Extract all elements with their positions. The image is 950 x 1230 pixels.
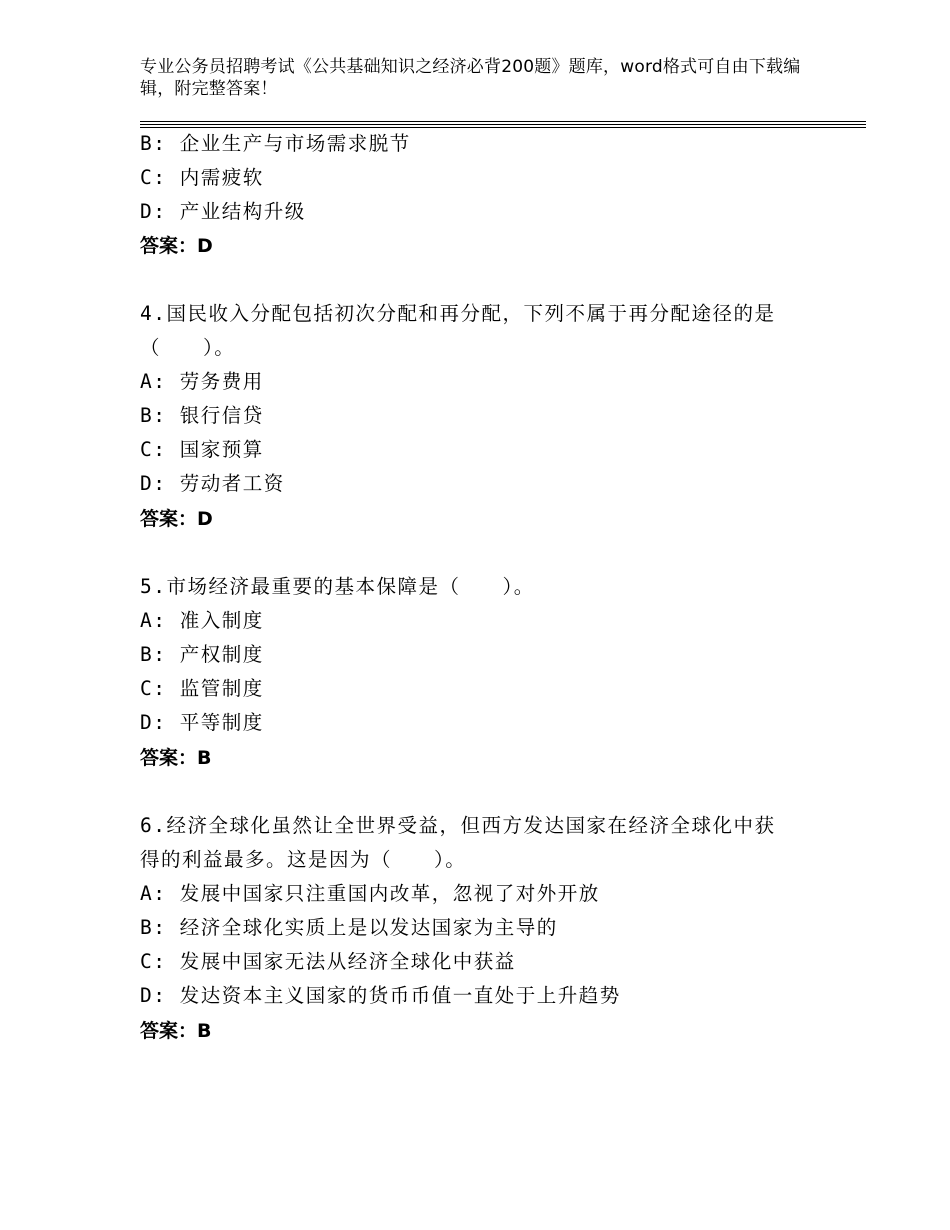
q6-answer: 答案：B	[140, 1020, 212, 1042]
q4-option-a: A: 劳务费用	[140, 370, 264, 393]
header-divider	[140, 124, 866, 125]
q6-option-a: A: 发展中国家只注重国内改革，忽视了对外开放	[140, 882, 600, 905]
q4-option-d: D: 劳动者工资	[140, 472, 285, 495]
q5-option-a: A: 准入制度	[140, 609, 264, 632]
q3-option-d: D: 产业结构升级	[140, 200, 306, 223]
q3-answer: 答案：D	[140, 235, 213, 257]
q4-option-b: B: 银行信贷	[140, 404, 264, 427]
q3-option-b: B: 企业生产与市场需求脱节	[140, 132, 411, 155]
header-divider	[140, 121, 866, 122]
q6-option-c: C: 发展中国家无法从经济全球化中获益	[140, 950, 516, 973]
q4-stem-line1: 4.国民收入分配包括初次分配和再分配，下列不属于再分配途径的是	[140, 302, 776, 325]
q5-stem-line1: 5.市场经济最重要的基本保障是（ ）。	[140, 575, 535, 598]
q5-option-b: B: 产权制度	[140, 643, 264, 666]
q5-option-c: C: 监管制度	[140, 677, 264, 700]
header-divider	[140, 127, 866, 128]
q5-answer: 答案：B	[140, 747, 212, 769]
page-header: 专业公务员招聘考试《公共基础知识之经济必背200题》题库，word格式可自由下载编辑，附完整答案！	[140, 57, 801, 99]
q4-option-c: C: 国家预算	[140, 438, 264, 461]
q3-option-c: C: 内需疲软	[140, 166, 264, 189]
q4-stem-line2: （ ）。	[140, 336, 236, 359]
q6-stem-line2: 得的利益最多。这是因为（ ）。	[140, 848, 467, 871]
q5-option-d: D: 平等制度	[140, 711, 264, 734]
q6-stem-line1: 6.经济全球化虽然让全世界受益，但西方发达国家在经济全球化中获	[140, 814, 776, 837]
q6-option-d: D: 发达资本主义国家的货币币值一直处于上升趋势	[140, 984, 621, 1007]
q6-option-b: B: 经济全球化实质上是以发达国家为主导的	[140, 916, 558, 939]
q4-answer: 答案：D	[140, 508, 213, 530]
